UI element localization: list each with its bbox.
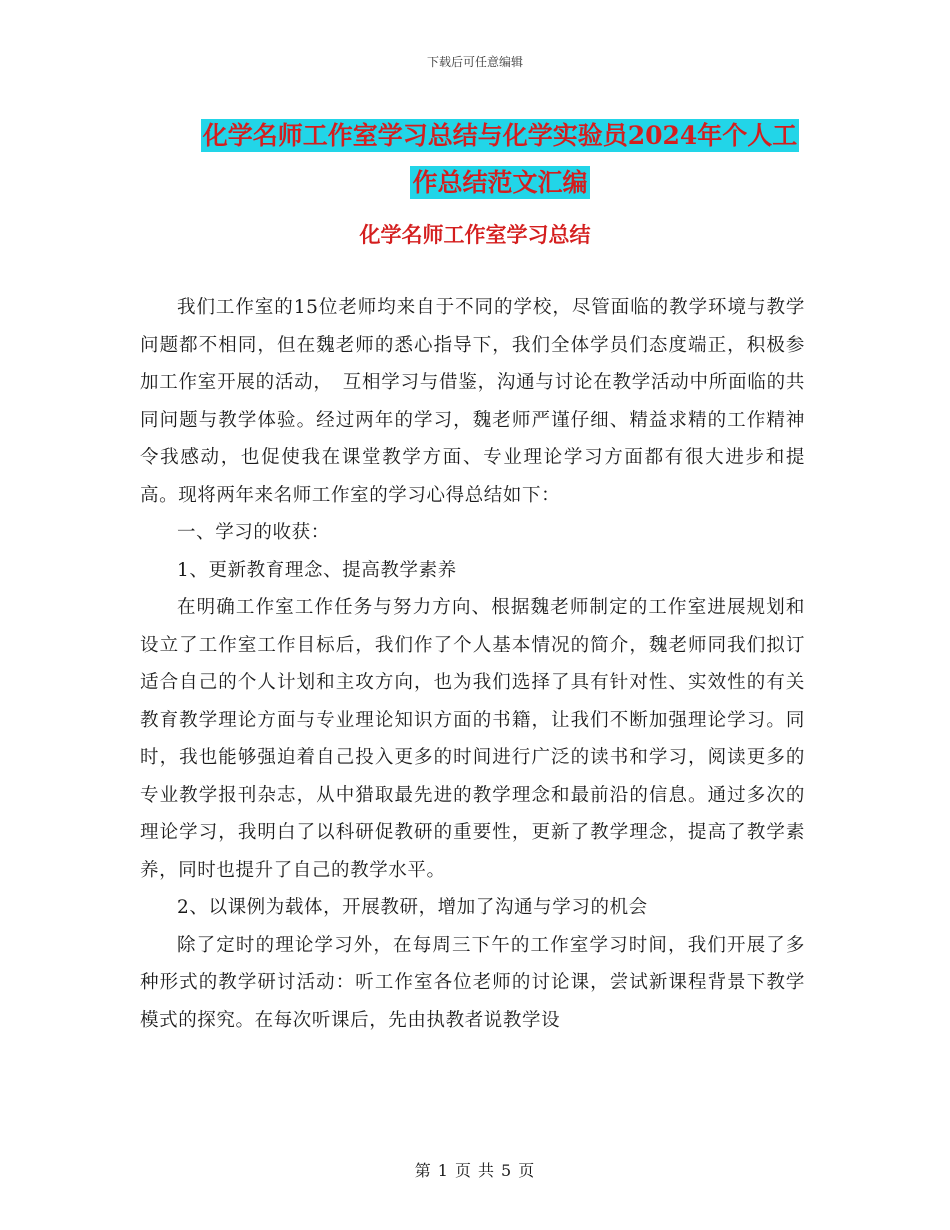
footer-prefix: 第 <box>414 1161 432 1180</box>
page-number: 1 <box>437 1161 449 1180</box>
paragraph: 我们工作室的15位老师均来自于不同的学校，尽管面临的教学环境与教学问题都不相同，但在魏老师的悉心指导下，我们全体学员们态度端正，积极参加工作室开展的活动， 互相学习与借鉴，沟通与讨论在教学活动中所面临的共同问题与教学体验。经过两年的学习，魏老师严谨仔细、精益求精的工作精神令我感动，也促使我在课堂教学方面、专业理论学习方面都有很大进步和提高。现将两年来名师工作室的学习心得总结如下： <box>140 297 805 506</box>
document-title-line-1: 化学名师工作室学习总结与化学实验员2024年个人工 <box>202 121 798 150</box>
paragraph: 一、学习的收获： <box>177 522 330 543</box>
footer-suffix: 页 <box>518 1161 536 1180</box>
body-text <box>140 289 805 1039</box>
page-footer <box>0 1158 950 1181</box>
paragraph: 1、更新教育理念、提高教学素养 <box>177 559 457 581</box>
header-note: 下载后可任意编辑 <box>426 55 523 69</box>
paragraph: 除了定时的理论学习外，在每周三下午的工作室学习时间，我们开展了多种形式的教学研讨活动：听工作室各位老师的讨论课，尝试新课程背景下教学模式的探究。在每次听课后，先由执教者说教学设 <box>140 934 805 1031</box>
document-title <box>140 112 860 206</box>
paragraph: 在明确工作室工作任务与努力方向、根据魏老师制定的工作室进展规划和设立了工作室工作目标后，我们作了个人基本情况的简介，魏老师同我们拟订适合自己的个人计划和主攻方向，也为我们选择了具有针对性、实效性的有关教育教学理论方面与专业理论知识方面的书籍，让我们不断加强理论学习。同时，我也能够强迫着自己投入更多的时间进行广泛的读书和学习，阅读更多的专业教学报刊杂志，从中猎取最先进的教学理念和最前沿的信息。通过多次的理论学习，我明白了以科研促教研的重要性，更新了教学理念，提高了教学素养，同时也提升了自己的教学水平。 <box>140 597 805 881</box>
section-title: 化学名师工作室学习总结 <box>359 222 591 247</box>
footer-middle: 页 共 <box>454 1161 496 1180</box>
paragraph: 2、以课例为载体，开展教研，增加了沟通与学习的机会 <box>177 897 648 918</box>
document-title-line-2: 作总结范文汇编 <box>412 168 588 197</box>
total-pages: 5 <box>501 1161 513 1180</box>
